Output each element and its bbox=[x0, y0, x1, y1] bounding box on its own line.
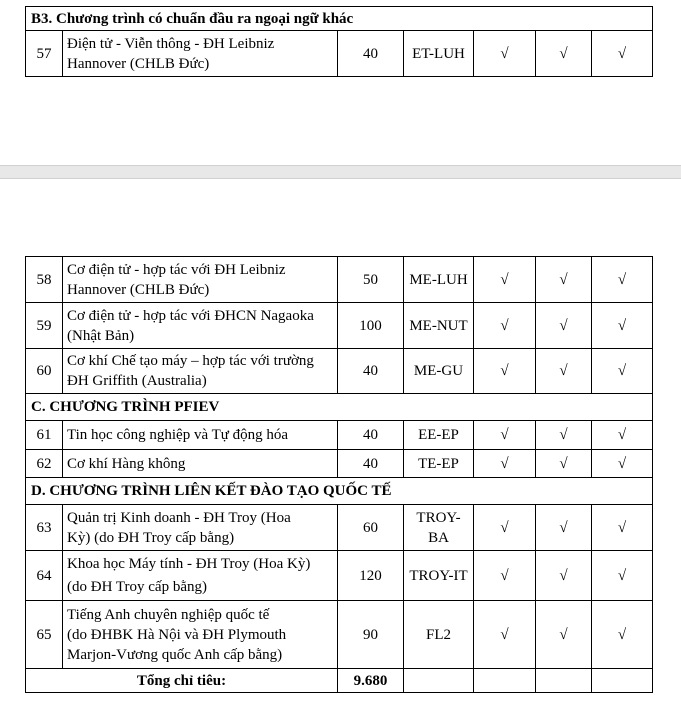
table-row bbox=[26, 31, 653, 77]
empty-cell bbox=[404, 669, 474, 693]
program-code: FL2 bbox=[404, 601, 474, 669]
empty-cell bbox=[536, 669, 592, 693]
quota: 90 bbox=[338, 601, 404, 669]
quota: 50 bbox=[338, 257, 404, 303]
check-mark: √ bbox=[536, 303, 592, 349]
check-mark: √ bbox=[592, 349, 653, 394]
row-number: 58 bbox=[26, 257, 63, 303]
program-name: Cơ điện tử - hợp tác với ĐHCN Nagaoka (Nhật Bản) bbox=[63, 303, 338, 349]
row-number: 60 bbox=[26, 349, 63, 394]
quota: 120 bbox=[338, 551, 404, 601]
check-mark: √ bbox=[474, 450, 536, 478]
program-name: Điện tử - Viễn thông - ĐH Leibniz Hannover (CHLB Đức) bbox=[63, 31, 338, 77]
check-mark: √ bbox=[592, 31, 653, 77]
table-row bbox=[26, 505, 653, 551]
check-mark: √ bbox=[592, 601, 653, 669]
check-mark: √ bbox=[536, 421, 592, 450]
check-mark: √ bbox=[474, 551, 536, 601]
check-mark: √ bbox=[536, 450, 592, 478]
admission-table-page2 bbox=[25, 256, 653, 693]
section-title: B3. Chương trình có chuẩn đầu ra ngoại ngữ khác bbox=[26, 7, 653, 31]
program-code: EE-EP bbox=[404, 421, 474, 450]
check-mark: √ bbox=[536, 601, 592, 669]
section-title: C. CHƯƠNG TRÌNH PFIEV bbox=[26, 394, 653, 421]
check-mark: √ bbox=[474, 31, 536, 77]
program-code: TROY- BA bbox=[404, 505, 474, 551]
program-code: ME-LUH bbox=[404, 257, 474, 303]
check-mark: √ bbox=[474, 303, 536, 349]
total-row bbox=[26, 669, 653, 693]
row-number: 59 bbox=[26, 303, 63, 349]
check-mark: √ bbox=[592, 505, 653, 551]
check-mark: √ bbox=[592, 421, 653, 450]
quota: 100 bbox=[338, 303, 404, 349]
program-code: ME-NUT bbox=[404, 303, 474, 349]
check-mark: √ bbox=[536, 551, 592, 601]
program-code: TROY-IT bbox=[404, 551, 474, 601]
section-header-row bbox=[26, 394, 653, 421]
check-mark: √ bbox=[474, 257, 536, 303]
table-row bbox=[26, 257, 653, 303]
section-title: D. CHƯƠNG TRÌNH LIÊN KẾT ĐÀO TẠO QUỐC TẾ bbox=[26, 478, 653, 505]
program-name: Cơ khí Chế tạo máy – hợp tác với trường ĐH Griffith (Australia) bbox=[63, 349, 338, 394]
check-mark: √ bbox=[536, 505, 592, 551]
table-row bbox=[26, 349, 653, 394]
quota: 60 bbox=[338, 505, 404, 551]
check-mark: √ bbox=[536, 257, 592, 303]
quota: 40 bbox=[338, 31, 404, 77]
row-number: 63 bbox=[26, 505, 63, 551]
check-mark: √ bbox=[536, 349, 592, 394]
check-mark: √ bbox=[536, 31, 592, 77]
table-row bbox=[26, 303, 653, 349]
table-row bbox=[26, 551, 653, 601]
program-code: TE-EP bbox=[404, 450, 474, 478]
check-mark: √ bbox=[474, 601, 536, 669]
row-number: 65 bbox=[26, 601, 63, 669]
empty-cell bbox=[474, 669, 536, 693]
total-label: Tổng chỉ tiêu: bbox=[26, 669, 338, 693]
table-row bbox=[26, 450, 653, 478]
table-row bbox=[26, 421, 653, 450]
table-row bbox=[26, 601, 653, 669]
program-name: Tiếng Anh chuyên nghiệp quốc tế (do ĐHBK Hà Nội và ĐH Plymouth Marjon-Vương quốc Anh cấp bằng) bbox=[63, 601, 338, 669]
program-name: Cơ khí Hàng không bbox=[63, 450, 338, 478]
section-header-row bbox=[26, 478, 653, 505]
check-mark: √ bbox=[592, 450, 653, 478]
program-code: ET-LUH bbox=[404, 31, 474, 77]
program-name: Tin học công nghiệp và Tự động hóa bbox=[63, 421, 338, 450]
check-mark: √ bbox=[474, 421, 536, 450]
total-value: 9.680 bbox=[338, 669, 404, 693]
program-code: ME-GU bbox=[404, 349, 474, 394]
quota: 40 bbox=[338, 349, 404, 394]
check-mark: √ bbox=[592, 303, 653, 349]
row-number: 57 bbox=[26, 31, 63, 77]
check-mark: √ bbox=[474, 505, 536, 551]
section-header-row bbox=[26, 7, 653, 31]
check-mark: √ bbox=[592, 551, 653, 601]
page-break-gap bbox=[0, 165, 681, 179]
program-name: Quản trị Kinh doanh - ĐH Troy (Hoa Kỳ) (do ĐH Troy cấp bằng) bbox=[63, 505, 338, 551]
empty-cell bbox=[592, 669, 653, 693]
quota: 40 bbox=[338, 450, 404, 478]
row-number: 61 bbox=[26, 421, 63, 450]
program-name: Khoa học Máy tính - ĐH Troy (Hoa Kỳ) (do ĐH Troy cấp bằng) bbox=[63, 551, 338, 601]
check-mark: √ bbox=[592, 257, 653, 303]
row-number: 64 bbox=[26, 551, 63, 601]
row-number: 62 bbox=[26, 450, 63, 478]
check-mark: √ bbox=[474, 349, 536, 394]
quota: 40 bbox=[338, 421, 404, 450]
program-name: Cơ điện tử - hợp tác với ĐH Leibniz Hannover (CHLB Đức) bbox=[63, 257, 338, 303]
admission-table-page1 bbox=[25, 6, 653, 77]
